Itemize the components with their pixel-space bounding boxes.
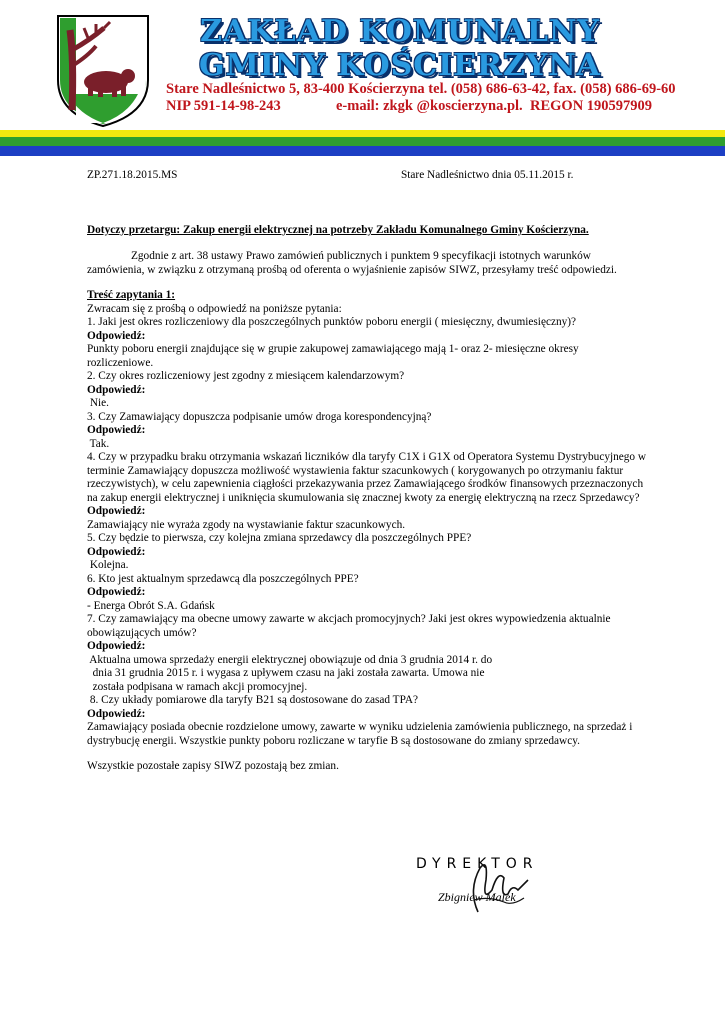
company-regon: REGON 190597909 — [530, 98, 653, 114]
header-stripe-yellow — [0, 130, 725, 137]
question-8: 8. Czy układy pomiarowe dla taryfy B21 są dostosowane do zasad TPA? — [87, 694, 419, 706]
answer-label: Odpowiedź: — [87, 505, 146, 517]
signature-title: DYREKTOR — [416, 856, 539, 872]
question-3: 3. Czy Zamawiający dopuszcza podpisanie umów droga korespondencyjną? — [87, 410, 432, 423]
handwritten-signature — [408, 850, 578, 920]
answer-label: Odpowiedź: — [87, 545, 146, 558]
answer-4: Zamawiający nie wyraża zgody na wystawianie faktur szacunkowych. — [87, 518, 406, 531]
question-5: 5. Czy będzie to pierwsza, czy kolejna zmiana sprzedawcy dla poszczególnych PPE? — [87, 532, 472, 544]
query-intro: Zwracam się z prośbą o odpowiedź na poniższe pytania: — [87, 302, 342, 315]
company-title-line1: ZAKŁAD KOMUNALNY — [200, 14, 600, 49]
answer-label: Odpowiedź: — [87, 329, 146, 342]
letter-subject: Dotyczy przetargu: Zakup energii elektrycznej na potrzeby Zakładu Komunalnego Gminy Kościerzyna. — [87, 224, 589, 236]
answer-6: - Energa Obrót S.A. Gdańsk — [87, 599, 215, 612]
answer-2: Nie. — [87, 397, 109, 409]
company-address: Stare Nadleśnictwo 5, 83-400 Kościerzyna tel. (058) 686-63-42, fax. (058) 686-69-60 — [166, 81, 676, 97]
question-4: 4. Czy w przypadku braku otrzymania wskazań liczników dla taryfy C1X i G1X od Operatora Systemu Dystrybucyjnego w terminie Zamawiający dopuszcza możliwość wystawienia faktur szacunkowych ( korygowanych po otrzymaniu faktur rzeczywistych), w celu zapewnienia ciągłości przekazywania przez Zamawiającego środków finansowych przeznaczonych na zakup energii elektrycznej i uniknięcia skumulowania się znacznej kwoty za energię elektryczną na rzecz Sprzedawcy? — [87, 451, 647, 504]
question-6: 6. Kto jest aktualnym sprzedawcą dla poszczególnych PPE? — [87, 572, 359, 585]
answer-3: Tak. — [87, 437, 110, 450]
answer-7: Aktualna umowa sprzedaży energii elektrycznej obowiązuje od dnia 3 grudnia 2014 r. do dnia 31 grudnia 2015 r. i wygasa z upływem czasu na jaki została zawarta. Umowa nie została podpisana w ramach akcji promocyjnej. — [89, 653, 493, 693]
crest-logo — [48, 10, 158, 128]
answer-label: Odpowiedź: — [87, 586, 146, 598]
answer-1: Punkty poboru energii znajdujące się w grupie zakupowej zamawiającego mają 1- oraz 2- miesięczne okresy rozliczeniowe. — [87, 343, 579, 369]
answer-8: Zamawiający posiada obecnie rozdzielone umowy, zawarte w wyniku udzielenia zamówienia publicznego, na sprzedaż i dystrybucję energii. Wszystkie punkty poboru rozliczane w taryfie B są dostosowane do zmiany sprzedawcy. — [87, 721, 633, 747]
answer-label: Odpowiedź: — [87, 424, 146, 436]
header-stripe-blue — [0, 146, 725, 156]
question-1: 1. Jaki jest okres rozliczeniowy dla poszczególnych punktów poboru energii ( miesięczny, dwumiesięczny)? — [87, 316, 577, 328]
answer-label: Odpowiedź: — [87, 640, 146, 652]
signature-name: Zbigniew Malek — [438, 890, 516, 904]
query-heading: Treść zapytania 1: — [87, 289, 176, 301]
company-title-line2: GMINY KOŚCIERZYNA — [199, 48, 601, 83]
answer-label: Odpowiedź: — [87, 707, 146, 720]
place-date: Stare Nadleśnictwo dnia 05.11.2015 r. — [401, 169, 574, 181]
company-email: e-mail: zkgk @koscierzyna.pl. — [336, 98, 523, 114]
question-7: 7. Czy zamawiający ma obecne umowy zawarte w akcjach promocyjnych? Jaki jest okres wypowiedzenia aktualnie obowiązujących umów? — [87, 613, 611, 639]
question-2: 2. Czy okres rozliczeniowy jest zgodny z miesiącem kalendarzowym? — [87, 370, 405, 382]
letter-body — [87, 250, 647, 774]
answer-label: Odpowiedź: — [87, 383, 146, 396]
header-stripe-green — [0, 137, 725, 146]
intro-paragraph: Zgodnie z art. 38 ustawy Prawo zamówień publicznych i punktem 9 specyfikacji istotnych warunków zamówienia, w związku z otrzymaną prośbą od oferenta o wyjaśnienie zapisów SIWZ, przesyłamy treść odpowiedzi. — [87, 250, 617, 276]
reference-number: ZP.271.18.2015.MS — [87, 169, 178, 181]
answer-5: Kolejna. — [87, 559, 129, 571]
closing-remark: Wszystkie pozostałe zapisy SIWZ pozostają bez zmian. — [87, 760, 339, 772]
company-nip: NIP 591-14-98-243 — [166, 98, 281, 114]
